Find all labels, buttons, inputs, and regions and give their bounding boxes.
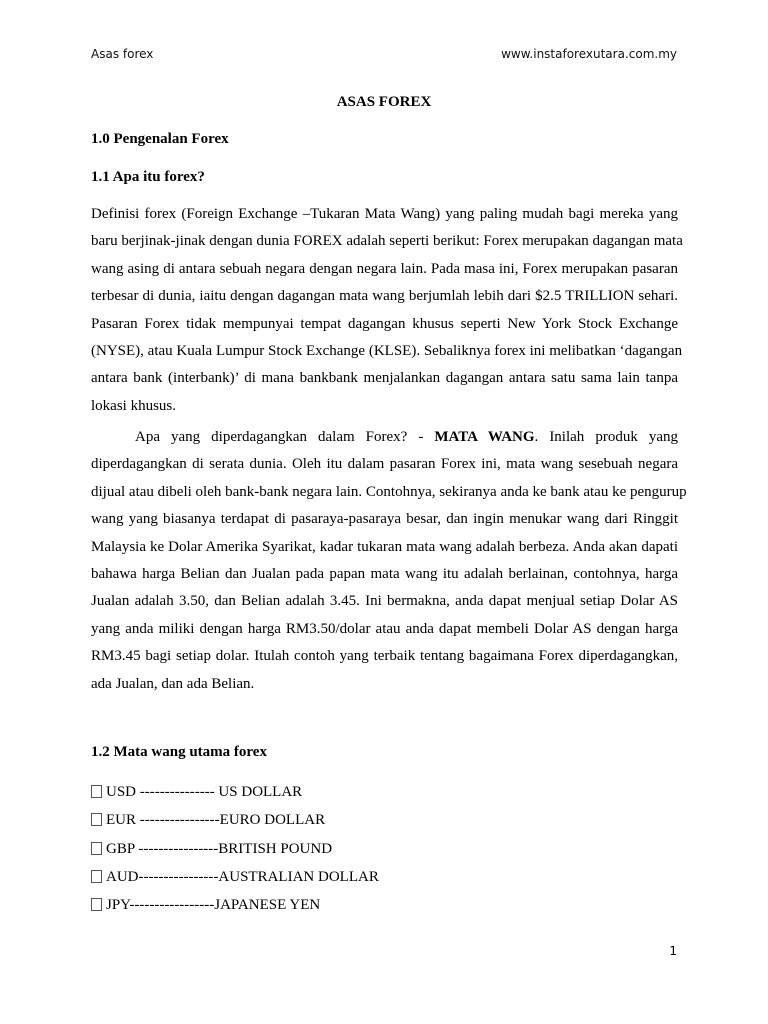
paragraph-line: Pasaran Forex tidak mempunyai tempat dagangan khusus seperti New York Stock Exchange xyxy=(91,315,678,332)
text-after-bold: . Inilah produk yang xyxy=(534,429,678,445)
paragraph-line: RM3.45 bagi setiap dolar. Itulah contoh yang terbaik tentang bagaimana Forex diperdagangkan, xyxy=(91,648,678,665)
bullet-box-icon xyxy=(91,898,102,911)
paragraph-what-is-traded xyxy=(91,424,687,698)
paragraph-line: wang asing di antara sebuah negara dengan negara lain. Pada masa ini, Forex merupakan pasaran xyxy=(91,260,678,277)
document-title: ASAS FOREX xyxy=(336,94,432,110)
paragraph-line: diperdagangkan di serata dunia. Oleh itu dalam pasaran Forex ini, mata wang sesebuah negara xyxy=(91,456,678,473)
heading-mata-wang-utama: 1.2 Mata wang utama forex xyxy=(91,744,267,760)
page-number: 1 xyxy=(669,944,677,958)
text-before-bold: Apa yang diperdagangkan dalam Forex? - xyxy=(135,429,435,445)
header-doc-title: Asas forex xyxy=(91,47,154,61)
paragraph-line: terbesar di dunia, iaitu dengan dagangan mata wang berjumlah lebih dari $2.5 TRILLION sehari. xyxy=(91,288,678,305)
paragraph-line: Jualan adalah 3.50, dan Belian adalah 3.45. Ini bermakna, anda dapat menjual setiap Dolar AS xyxy=(91,593,678,610)
list-item xyxy=(91,835,379,863)
currency-usd: USD --------------- US DOLLAR xyxy=(106,784,303,800)
paragraph-line: Definisi forex (Foreign Exchange –Tukaran Mata Wang) yang paling mudah bagi mereka yang xyxy=(91,206,678,222)
list-item xyxy=(91,891,379,919)
heading-apa-itu-forex: 1.1 Apa itu forex? xyxy=(91,169,205,185)
bullet-box-icon xyxy=(91,785,102,798)
list-item xyxy=(91,863,379,891)
paragraph-line: bahawa harga Belian dan Jualan pada papan mata wang itu adalah berlainan, contohnya, harga xyxy=(91,565,678,582)
header-website-url: www.instaforexutara.com.my xyxy=(501,47,677,61)
currency-jpy: JPY-----------------JAPANESE YEN xyxy=(106,897,321,914)
heading-pengenalan-forex: 1.0 Pengenalan Forex xyxy=(91,131,229,147)
list-item xyxy=(91,806,379,834)
paragraph-line: wang yang biasanya terdapat di pasaraya-pasaraya besar, dan ingin menukar wang dari Ringgit xyxy=(91,511,678,528)
bold-mata-wang: MATA WANG xyxy=(434,429,535,445)
paragraph-line: lokasi khusus. xyxy=(91,397,177,414)
paragraph-line: Malaysia ke Dolar Amerika Syarikat, kadar tukaran mata wang adalah berbeza. Anda akan dapati xyxy=(91,538,678,555)
bullet-box-icon xyxy=(91,813,102,826)
paragraph-line: yang anda miliki dengan harga RM3.50/dolar atau anda dapat membeli Dolar AS dengan harga xyxy=(91,620,678,637)
paragraph-line: baru berjinak-jinak dengan dunia FOREX adalah seperti berikut: Forex merupakan dagangan mata xyxy=(91,233,683,250)
currency-gbp: GBP ----------------BRITISH POUND xyxy=(106,840,333,857)
currency-aud: AUD----------------AUSTRALIAN DOLLAR xyxy=(106,868,379,885)
paragraph-line: ada Jualan, dan ada Belian. xyxy=(91,675,255,692)
bullet-box-icon xyxy=(91,842,102,855)
paragraph-first-line xyxy=(91,424,678,451)
bullet-box-icon xyxy=(91,870,102,883)
paragraph-line: (NYSE), atau Kuala Lumpur Stock Exchange (KLSE). Sebaliknya forex ini melibatkan ‘dagangan xyxy=(91,342,683,359)
paragraph-definition xyxy=(91,201,683,420)
list-item xyxy=(91,778,379,806)
paragraph-line: antara bank (interbank)’ di mana bankbank menjalankan dagangan antara satu sama lain tanpa xyxy=(91,370,678,387)
paragraph-line: dijual atau dibeli oleh bank-bank negara lain. Contohnya, sekiranya anda ke bank atau ke pengurup xyxy=(91,483,687,500)
currency-eur: EUR ----------------EURO DOLLAR xyxy=(106,812,326,829)
currency-list xyxy=(91,778,379,919)
